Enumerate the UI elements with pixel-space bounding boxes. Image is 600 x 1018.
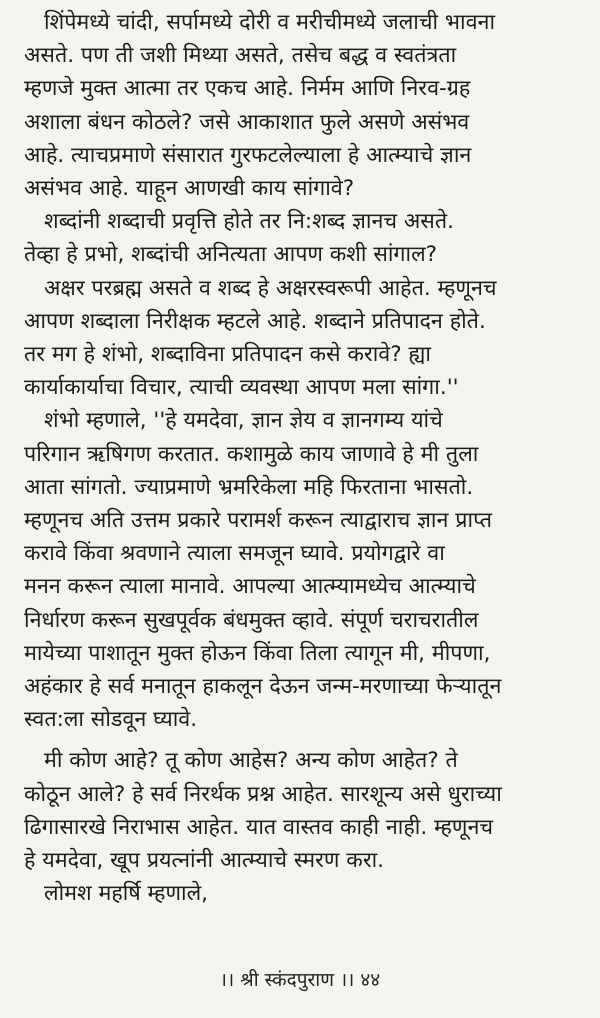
text-line: कार्याकार्याचा विचार, त्याची व्यवस्था आपण मला सांगा.'' bbox=[24, 375, 459, 401]
body-text bbox=[24, 6, 582, 910]
text-line: शंभो म्हणाले, ''हे यमदेवा, ज्ञान ज्ञेय व ज्ञानगम्य यांचे bbox=[44, 408, 443, 434]
text-line: करावे किंवा श्रवणाने त्याला समजून घ्यावे. प्रयोगद्वारे वा bbox=[24, 541, 445, 567]
text-line: तर मग हे शंभो, शब्दाविना प्रतिपादन कसे करावे? ह्या bbox=[24, 342, 431, 368]
text-line: परिगान ऋषिगण करतात. कशामुळे काय जाणावे हे मी तुला bbox=[24, 441, 479, 467]
text-line: आहे. त्याचप्रमाणे संसारात गुरफटलेल्याला हे आत्म्याचे ज्ञान bbox=[24, 142, 472, 168]
paragraph-6 bbox=[24, 877, 582, 910]
text-line: म्हणूनच अति उत्तम प्रकारे परामर्श करून त्याद्वाराच ज्ञान प्राप्त bbox=[24, 508, 492, 534]
text-line: शिंपेमध्ये चांदी, सर्पामध्ये दोरी व मरीचीमध्ये जलाची भावना bbox=[44, 10, 496, 35]
text-line: मायेच्या पाशातून मुक्त होऊन किंवा तिला त्यागून मी, मीपणा, bbox=[24, 640, 491, 666]
text-line: तेव्हा हे प्रभो, शब्दांची अनित्यता आपण कशी सांगाल? bbox=[24, 242, 438, 268]
text-line: आपण शब्दाला निरीक्षक म्हटले आहे. शब्दाने प्रतिपादन होते. bbox=[24, 308, 486, 334]
paragraph-gap bbox=[24, 736, 582, 744]
text-line: असंभव आहे. याहून आणखी काय सांगावे? bbox=[24, 176, 355, 202]
paragraph-5 bbox=[24, 744, 582, 877]
text-line: मी कोण आहे? तू कोण आहेस? अन्य कोण आहेत? ते bbox=[44, 748, 458, 774]
text-line: हे यमदेवा, खूप प्रयत्नांनी आत्म्याचे स्मरण करा. bbox=[24, 848, 385, 874]
paragraph-4 bbox=[24, 404, 582, 736]
text-line: अहंकार हे सर्व मनातून हाकलून देऊन जन्म-मरणाच्या फेऱ्यातून bbox=[24, 674, 502, 700]
paragraph-3 bbox=[24, 272, 582, 405]
text-line: मनन करून त्याला मानावे. आपल्या आत्म्यामध्येच आत्म्याचे bbox=[24, 574, 476, 600]
paragraph-1 bbox=[24, 6, 582, 205]
paragraph-2 bbox=[24, 205, 582, 271]
text-line: असते. पण ती जशी मिथ्या असते, तसेच बद्ध व स्वतंत्रता bbox=[24, 43, 457, 69]
text-line: शब्दांनी शब्दाची प्रवृत्ति होते तर नि:शब्द ज्ञानच असते. bbox=[44, 209, 454, 235]
text-line: लोमश महर्षि म्हणाले, bbox=[44, 881, 208, 907]
text-line: अशाला बंधन कोठले? जसे आकाशात फुले असणे असंभव bbox=[24, 109, 470, 135]
text-line: आता सांगतो. ज्याप्रमाणे भ्रमरिकेला महि फिरताना भासतो. bbox=[24, 474, 474, 500]
text-line: निर्धारण करून सुखपूर्वक बंधमुक्त व्हावे. संपूर्ण चराचरातील bbox=[24, 607, 479, 633]
text-line: म्हणजे मुक्त आत्मा तर एकच आहे. निर्मम आणि निरव-ग्रह bbox=[24, 76, 471, 102]
text-line: ढिगासारखे निराभास आहेत. यात वास्तव काही नाही. म्हणूनच bbox=[24, 814, 494, 840]
page-footer: ।। श्री स्कंदपुराण ।। ४४ bbox=[219, 969, 381, 991]
text-line: स्वत:ला सोडवून घ्यावे. bbox=[24, 707, 198, 733]
text-line: कोठून आले? हे सर्व निरर्थक प्रश्न आहेत. सारशून्य असे धुराच्या bbox=[24, 781, 502, 807]
text-line: अक्षर परब्रह्म असते व शब्द हे अक्षरस्वरूपी आहेत. म्हणूनच bbox=[44, 275, 497, 301]
